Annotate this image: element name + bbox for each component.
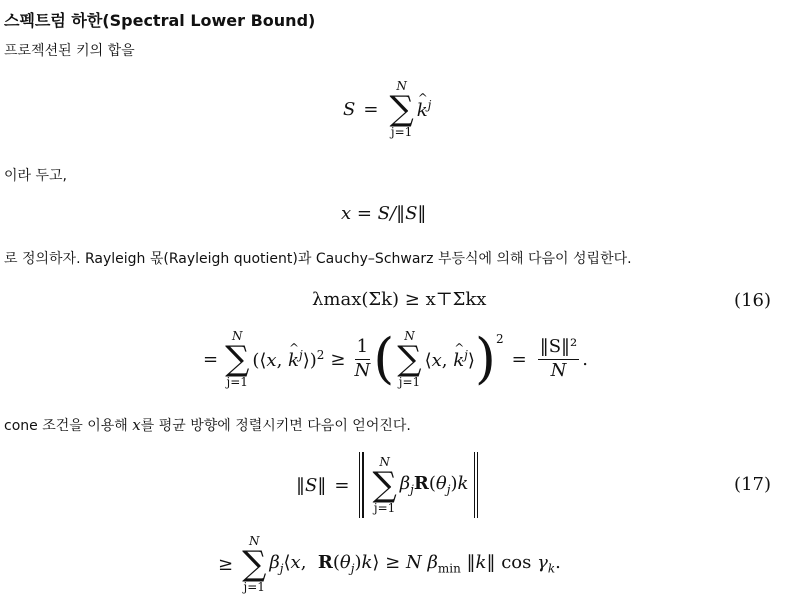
- eq16-inner-sum-upper: N: [404, 329, 415, 343]
- eq16-frac-den: N: [354, 359, 371, 381]
- eq17-summation-2: [242, 535, 266, 593]
- paragraph-let: 이라 두고,: [4, 168, 67, 184]
- paragraph-cone-part1: cone 조건을 이용해: [4, 418, 133, 434]
- eq16-rhs-den: N: [550, 359, 567, 381]
- equation-16-line2: = N ∑ j=1 (⟨x, ^ $k^j⟩)^2$ ≥ $\frac{1}{N}$ ( N ∑ j=1 ⟨x, ^ $k^j⟩$ ) $^2$ = $\frac{\text{‖S‖²}}{N}$ .: [203, 330, 588, 388]
- eq16-sum-lower: j=1: [226, 375, 248, 389]
- eq1-term-sup: j: [427, 97, 432, 112]
- equation-17-line1: ‖S‖ = N ∑ j=1 $\beta_jR(\theta_j)k$: [296, 452, 480, 518]
- eq16-inner-sum-lower: j=1: [398, 375, 421, 389]
- paragraph-rayleigh: 로 정의하자. Rayleigh 몫(Rayleigh quotient)과 Cauchy–Schwarz 부등식에 의해 다음이 성립한다.: [4, 251, 632, 267]
- sigma-symbol: ∑: [242, 544, 267, 584]
- eq17-summation: [372, 456, 396, 514]
- eq1-equals: =: [363, 98, 379, 120]
- right-paren: ): [474, 327, 496, 390]
- sigma-symbol: ∑: [389, 89, 414, 129]
- eq17-sum-lower: j=1: [373, 501, 396, 515]
- paragraph-sum-intro: 프로젝션된 키의 합을: [4, 43, 135, 59]
- eq1-lhs: S: [343, 98, 356, 120]
- equation-16-number: (16): [734, 290, 771, 311]
- section-heading: 스펙트럼 하한(Spectral Lower Bound): [4, 11, 316, 30]
- sigma-symbol: ∑: [372, 465, 397, 505]
- eq16-fraction-one-over-n: [354, 335, 371, 381]
- equation-17-number: (17): [734, 474, 771, 495]
- eq1-sum-upper: N: [396, 79, 407, 93]
- eq16-summation-outer: [225, 330, 249, 388]
- equation-normalized-x: x = S/‖S‖: [341, 203, 427, 224]
- eq16-summation-inner: [397, 330, 421, 388]
- eq17-sum-upper: N: [379, 455, 390, 469]
- sigma-symbol: ∑: [397, 339, 422, 379]
- sigma-symbol: ∑: [225, 339, 250, 379]
- eq17-2-sum-upper: N: [248, 534, 260, 548]
- eq1-summation: [389, 80, 413, 138]
- eq16-fraction-norm: [538, 335, 580, 381]
- equation-16-line1: λmax(Σk) ≥ x⊤Σkx: [312, 289, 487, 310]
- eq16-rhs-num: ‖S‖²: [538, 338, 580, 360]
- paragraph-cone-part2: 를 평균 방향에 정렬시키면 다음이 얻어진다.: [140, 418, 411, 434]
- paragraph-cone-var: x: [132, 416, 141, 434]
- eq16-frac-num: 1: [355, 338, 370, 360]
- equation-17-line2: ≥ N ∑ j=1 $\beta_j⟨x$, $R(\theta_j)k⟩ \ge N$ $\beta_{min}$ ‖k‖ $\cos \gamma_k$.: [218, 534, 561, 594]
- equation-sum-definition: [343, 80, 431, 138]
- eq1-term: ^ k: [417, 100, 428, 121]
- eq16-sum-upper: N: [231, 329, 243, 343]
- eq1-sum-lower: j=1: [390, 125, 413, 139]
- left-paren: (: [373, 327, 395, 390]
- norm-bars: N ∑ j=1 $\beta_jR(\theta_j)k$: [359, 452, 478, 518]
- eq17-2-sum-lower: j=1: [243, 580, 265, 594]
- paragraph-cone: [4, 415, 411, 435]
